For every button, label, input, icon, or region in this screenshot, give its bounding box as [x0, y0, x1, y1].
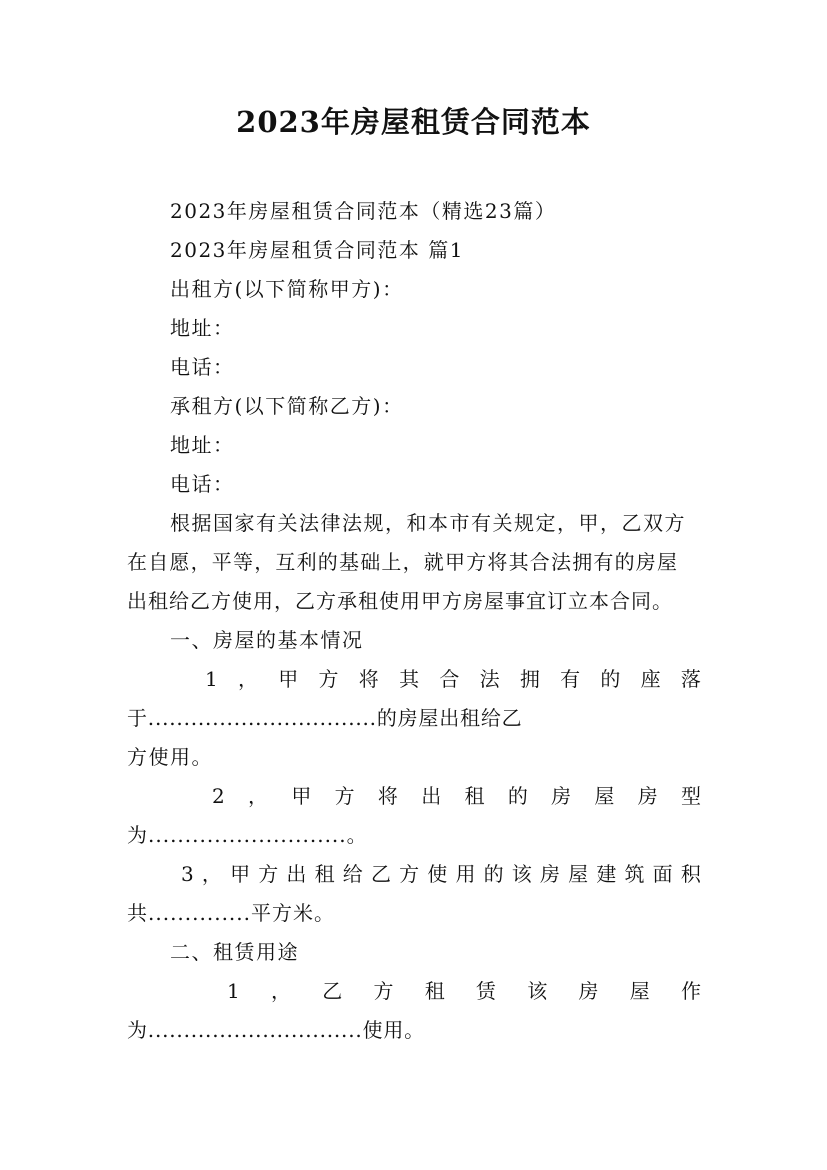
clause-1-2-line-2: 为...........................。	[127, 823, 368, 847]
clause-1-2-line-1: 2 ， 甲 方 将 出 租 的 房 屋 房 型	[212, 784, 701, 808]
clause-1-1-line-3: 方使用。	[127, 745, 213, 769]
lessor-phone: 电话：	[170, 355, 235, 379]
part2-heading: 二、租赁用途	[170, 940, 299, 964]
intro-paragraph-line-3: 出租给乙方使用，乙方承租使用甲方房屋事宜订立本合同。	[127, 589, 673, 613]
subtitle-line: 2023年房屋租赁合同范本（精选23篇）	[170, 199, 557, 223]
clause-1-1-line-1: 1 ， 甲 方 将 其 合 法 拥 有 的 座 落	[205, 667, 701, 691]
lessor-address: 地址：	[170, 316, 235, 340]
lessee-label: 承租方(以下简称乙方)：	[170, 394, 404, 418]
clause-1-1-line-2: 于................................的房屋出租给乙	[127, 706, 523, 730]
clause-2-1-line-1: 1 ， 乙 方 租 赁 该 房 屋 作	[227, 979, 701, 1003]
intro-paragraph-line-2: 在自愿，平等，互利的基础上，就甲方将其合法拥有的房屋	[127, 550, 679, 574]
lessee-address: 地址：	[170, 433, 235, 457]
clause-2-1-line-2: 为..............................使用。	[127, 1018, 425, 1042]
section-heading: 2023年房屋租赁合同范本 篇1	[170, 238, 464, 262]
lessee-phone: 电话：	[170, 472, 235, 496]
part1-heading: 一、房屋的基本情况	[170, 628, 364, 652]
intro-paragraph-line-1: 根据国家有关法律法规，和本市有关规定，甲，乙双方	[170, 511, 686, 535]
clause-1-3-line-2: 共..............平方米。	[127, 901, 336, 925]
clause-1-3-line-1: 3 ， 甲 方 出 租 给 乙 方 使 用 的 该 房 屋 建 筑 面 积	[181, 862, 701, 886]
document-title: 2023年房屋租赁合同范本	[236, 105, 591, 139]
lessor-label: 出租方(以下简称甲方)：	[170, 277, 404, 301]
